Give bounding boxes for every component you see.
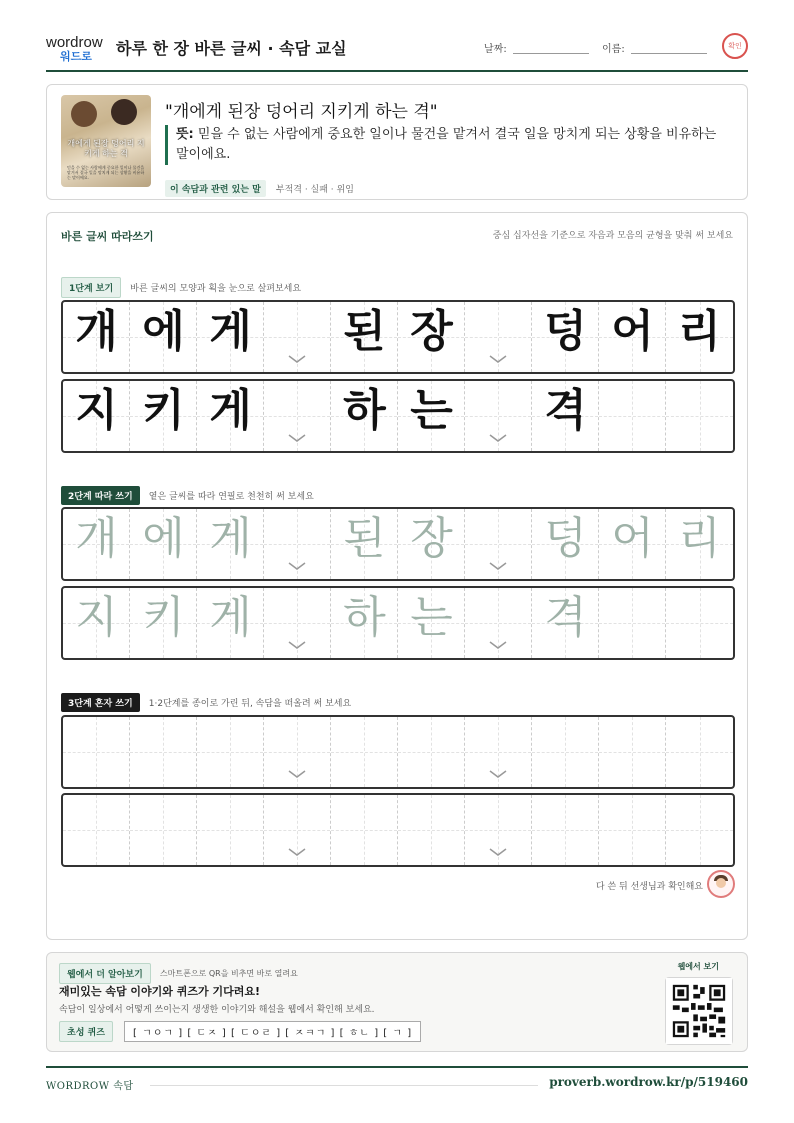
space-mark-icon (488, 640, 508, 650)
step-3-row-1-cell-8[interactable] (532, 717, 599, 787)
step-1-row-2-cell-6 (398, 381, 465, 451)
step-2-row-1-cell-8[interactable] (532, 509, 599, 579)
step-3-row-2-cell-9[interactable] (599, 795, 666, 865)
space-mark-icon (287, 640, 307, 650)
practice-glyph: 리 (678, 513, 721, 564)
practice-glyph: 지 (75, 385, 118, 436)
meaning-text: 믿을 수 없는 사람에게 중요한 일이나 물건을 맡겨서 결국 일을 망치게 되는 상황을 비유하는 말이에요. (176, 127, 717, 162)
step-1-row-1-cell-8 (532, 302, 599, 372)
step-1-row-2-cell-5 (331, 381, 398, 451)
step-3-row-2-cell-4[interactable] (264, 795, 331, 865)
wordrow-logo[interactable] (46, 34, 108, 64)
illustration-figure-right (111, 99, 137, 125)
practice-glyph: 덩 (544, 513, 587, 564)
step-3-row-1-cell-9[interactable] (599, 717, 666, 787)
step-1-row-1-cell-2 (130, 302, 197, 372)
page-footer (46, 1066, 748, 1096)
step-2-badge: 2단계 따라 쓰기 (61, 486, 140, 505)
step-3-header (61, 692, 351, 710)
teacher-seal-icon (707, 870, 735, 898)
practice-glyph: 덩 (544, 306, 587, 357)
step-2-row-2-cell-6[interactable] (398, 588, 465, 658)
step-1-row-1-cell-5 (331, 302, 398, 372)
step-3-row-2-cell-3[interactable] (197, 795, 264, 865)
practice-glyph: 게 (209, 385, 252, 436)
practice-glyph: 는 (410, 592, 453, 643)
step-1-row-2-cell-4 (264, 381, 331, 451)
practice-title: 바른 글씨 따라쓰기 (61, 230, 154, 243)
step-2-row-2-cell-2[interactable] (130, 588, 197, 658)
step-1-row-1-cell-1 (63, 302, 130, 372)
footer-brand: WORDROW 속담 (46, 1081, 134, 1092)
related-words (165, 177, 354, 193)
step-3-row-2-cell-5[interactable] (331, 795, 398, 865)
logo-wordmark: wordrow (46, 34, 103, 51)
quiz-label: 초성 퀴즈 (59, 1021, 113, 1042)
practice-glyph: 게 (209, 513, 252, 564)
name-field[interactable] (602, 40, 707, 55)
step-2-row-1-cell-7[interactable] (465, 509, 532, 579)
step-3-row-1-cell-2[interactable] (130, 717, 197, 787)
space-mark-icon (287, 561, 307, 571)
step-1-row-1-cell-6 (398, 302, 465, 372)
practice-glyph: 격 (544, 385, 587, 436)
confirm-seal: 확인 (722, 33, 748, 59)
step-2-row-1-cell-10[interactable] (666, 509, 733, 579)
step-3-row-2-cell-10[interactable] (666, 795, 733, 865)
illustration-caption: 믿을 수 없는 사람에게 중요한 일이나 물건을 맡겨서 결국 일을 망치게 되는 상황을 비유하는 말이에요. (67, 165, 145, 180)
name-label: 이름: (602, 44, 625, 55)
step-1-row-1-cell-7 (465, 302, 532, 372)
practice-glyph: 하 (343, 385, 386, 436)
step-1-row-2-cell-2 (130, 381, 197, 451)
practice-glyph: 리 (678, 306, 721, 357)
step-3-row-2-cell-1[interactable] (63, 795, 130, 865)
step-1-badge: 1단계 보기 (61, 277, 121, 298)
step-3-row-1-cell-5[interactable] (331, 717, 398, 787)
step-1-header (61, 277, 301, 295)
space-mark-icon (287, 433, 307, 443)
practice-glyph: 격 (544, 592, 587, 643)
step-1-row-1-cell-4 (264, 302, 331, 372)
teacher-check-text: 다 쓴 뒤 선생님과 확인해요 (595, 882, 703, 892)
space-mark-icon (287, 847, 307, 857)
web-title: 재미있는 속담 이야기와 퀴즈가 기다려요! (59, 985, 260, 998)
step-1-text: 바른 글씨의 모양과 획을 눈으로 살펴보세요 (130, 284, 302, 294)
practice-glyph: 어 (611, 306, 654, 357)
proverb-meaning (165, 125, 725, 165)
step-2-row-2-cell-4[interactable] (264, 588, 331, 658)
step-2-row-1-cell-3[interactable] (197, 509, 264, 579)
proverb-text: "개에게 된장 덩어리 지키게 하는 격" (165, 102, 438, 122)
practice-glyph: 된 (343, 306, 386, 357)
step-1-row-1-cell-9 (599, 302, 666, 372)
name-line[interactable] (631, 44, 707, 54)
space-mark-icon (488, 769, 508, 779)
step-2-row-2-cell-3[interactable] (197, 588, 264, 658)
practice-section (46, 212, 748, 940)
related-list: 부적격 · 실패 · 위임 (275, 185, 354, 195)
web-description: 속담이 일상에서 어떻게 쓰이는지 생생한 이야기와 해설을 웹에서 확인해 보세요. (59, 1005, 375, 1015)
step-3-row-1-cell-10[interactable] (666, 717, 733, 787)
practice-glyph: 하 (343, 592, 386, 643)
page-header (46, 30, 748, 72)
practice-glyph: 키 (142, 385, 185, 436)
space-mark-icon (488, 847, 508, 857)
space-mark-icon (488, 354, 508, 364)
step-2-row-1-cell-1[interactable] (63, 509, 130, 579)
practice-glyph: 된 (343, 513, 386, 564)
practice-glyph: 어 (611, 513, 654, 564)
step-2-row-2[interactable] (61, 586, 735, 660)
quiz-box: [ ㄱㅇㄱ ] [ ㄷㅈ ] [ ㄷㅇㄹ ] [ ㅈㅋㄱ ] [ ㅎㄴ ] [ ㄱ ] (124, 1021, 421, 1042)
step-2-row-2-cell-10[interactable] (666, 588, 733, 658)
practice-glyph: 에 (142, 513, 185, 564)
related-badge: 이 속담과 관련 있는 말 (165, 180, 266, 197)
step-3-row-2-cell-2[interactable] (130, 795, 197, 865)
space-mark-icon (488, 433, 508, 443)
chosung-quiz (59, 1021, 421, 1041)
practice-glyph: 개 (75, 513, 118, 564)
practice-glyph: 장 (410, 306, 453, 357)
step-3-row-1-cell-4[interactable] (264, 717, 331, 787)
illustration-figure-left (71, 101, 97, 127)
step-1-row-2-cell-8 (532, 381, 599, 451)
meaning-label: 뜻: (176, 127, 194, 142)
web-badge-row (59, 963, 298, 984)
page-title: 하루 한 장 바른 글씨 · 속담 교실 (116, 39, 347, 58)
footer-url[interactable]: proverb.wordrow.kr/p/519460 (549, 1075, 748, 1089)
step-3-row-1-cell-1[interactable] (63, 717, 130, 787)
step-1-row-1-cell-3 (197, 302, 264, 372)
practice-glyph: 게 (209, 306, 252, 357)
step-3-row-2-cell-7[interactable] (465, 795, 532, 865)
space-mark-icon (287, 354, 307, 364)
step-3-row-1-cell-6[interactable] (398, 717, 465, 787)
footer-divider (150, 1085, 538, 1086)
qr-label: 웹에서 보기 (677, 962, 719, 971)
step-3-row-2-cell-6[interactable] (398, 795, 465, 865)
step-2-row-1-cell-4[interactable] (264, 509, 331, 579)
step-2-row-2-cell-5[interactable] (331, 588, 398, 658)
step-3-text: 1·2단계를 종이로 가린 뒤, 속담을 떠올려 써 보세요 (148, 699, 352, 709)
step-3-row-1[interactable] (61, 715, 735, 789)
practice-glyph: 지 (75, 592, 118, 643)
step-2-row-1-cell-6[interactable] (398, 509, 465, 579)
practice-glyph: 장 (410, 513, 453, 564)
step-2-row-2-cell-1[interactable] (63, 588, 130, 658)
logo-korean: 워드로 (60, 50, 92, 63)
practice-glyph: 는 (410, 385, 453, 436)
date-field[interactable] (484, 40, 589, 55)
seal-face (716, 878, 726, 888)
step-2-row-2-cell-8[interactable] (532, 588, 599, 658)
web-promo-card (46, 952, 748, 1052)
proverb-card (46, 84, 748, 200)
step-2-text: 옅은 글씨를 따라 연필로 천천히 써 보세요 (148, 492, 314, 502)
proverb-illustration (61, 95, 151, 187)
step-1-row-2-cell-7 (465, 381, 532, 451)
step-2-row-1-cell-2[interactable] (130, 509, 197, 579)
step-2-row-1[interactable] (61, 507, 735, 581)
practice-glyph: 키 (142, 592, 185, 643)
step-2-header (61, 485, 314, 503)
step-1-row-1 (61, 300, 735, 374)
qr-code-icon (666, 978, 732, 1044)
step-3-row-2[interactable] (61, 793, 735, 867)
step-1-row-2-cell-9 (599, 381, 666, 451)
step-2-row-1-cell-9[interactable] (599, 509, 666, 579)
step-1-row-2-cell-1 (63, 381, 130, 451)
web-badge-hint: 스마트폰으로 QR을 비추면 바로 열려요 (159, 969, 298, 978)
step-2-row-1-cell-5[interactable] (331, 509, 398, 579)
step-1-row-2-cell-10 (666, 381, 733, 451)
practice-glyph: 개 (75, 306, 118, 357)
space-mark-icon (488, 561, 508, 571)
step-1-row-1-cell-10 (666, 302, 733, 372)
step-1-row-2 (61, 379, 735, 453)
step-3-row-1-cell-7[interactable] (465, 717, 532, 787)
step-1-row-2-cell-3 (197, 381, 264, 451)
step-2-row-2-cell-7[interactable] (465, 588, 532, 658)
date-label: 날짜: (484, 44, 507, 55)
illustration-title: 개에게 된장 덩어리 지키게 하는 격 (67, 139, 145, 158)
space-mark-icon (287, 769, 307, 779)
practice-glyph: 에 (142, 306, 185, 357)
step-3-badge: 3단계 혼자 쓰기 (61, 693, 140, 712)
date-line[interactable] (513, 44, 589, 54)
step-3-row-1-cell-3[interactable] (197, 717, 264, 787)
practice-glyph: 게 (209, 592, 252, 643)
practice-hint: 중심 십자선을 기준으로 자음과 모음의 균형을 맞춰 써 보세요 (492, 231, 733, 241)
step-2-row-2-cell-9[interactable] (599, 588, 666, 658)
step-3-row-2-cell-8[interactable] (532, 795, 599, 865)
qr-code[interactable] (665, 977, 733, 1045)
web-badge: 웹에서 더 알아보기 (59, 963, 151, 984)
